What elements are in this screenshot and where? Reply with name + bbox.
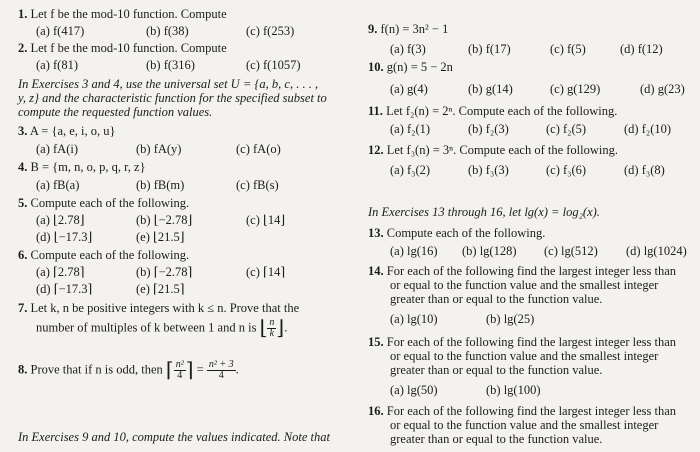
n-over-k-fraction: $\frac{n}{k}$ — [269, 317, 275, 339]
exercise-14-line-1: 14. For each of the following find the largest integer less than — [368, 264, 677, 278]
exercise-16-line-1: 16. For each of the following find the largest integer less than — [368, 404, 677, 418]
exercise-6-options-row-2: (d) ⌈−17.3⌉ (e) ⌈21.5⌉ — [36, 282, 185, 296]
exercise-16-line-2: or equal to the function value and the smallest integer — [390, 418, 659, 432]
exercise-1-options: (a) f(417) (b) f(38) (c) f(253) — [36, 24, 295, 38]
exercise-4: 4. B = {m, n, o, p, q, r, z} — [18, 160, 146, 174]
floor-right-bracket: ⌋ — [276, 317, 285, 340]
exercise-7-line-1: 7. Let k, n be positive integers with k ≤ n. Prove that the — [18, 301, 300, 315]
instruction-9-10: In Exercises 9 and 10, compute the values indicated. Note that — [18, 430, 330, 444]
exercise-10: 10. g(n) = 5 − 2n — [368, 60, 453, 74]
exercise-14-line-2: or equal to the function value and the smallest integer — [390, 278, 659, 292]
exercise-16-line-3: greater than or equal to the function value. — [390, 432, 603, 446]
exercise-4-options: (a) fB(a) (b) fB(m) (c) fB(s) — [36, 178, 279, 192]
exercise-15-line-2: or equal to the function value and the smallest integer — [390, 349, 659, 363]
exercise-11-options: (a) f₂(1) (b) f₂(3) (c) f₂(5) (d) f₂(10) — [390, 122, 672, 136]
exercise-11: 11. Let f₂(n) = 2ⁿ. Compute each of the following. — [368, 104, 618, 118]
exercise-6: 6. Compute each of the following. — [18, 248, 190, 262]
exercise-6-options-row-1: (a) ⌈2.78⌉ (b) ⌈−2.78⌉ (c) ⌈14⌉ — [36, 265, 286, 279]
exercise-2: 2. Let f be the mod-10 function. Compute — [18, 41, 227, 55]
instruction-3-4-line-1: In Exercises 3 and 4, use the universal set U = {a, b, c, . . . , — [18, 77, 319, 91]
instruction-3-4-line-3: compute the requested function values. — [18, 105, 213, 119]
exercise-9: 9. f(n) = 3n² − 1 — [368, 22, 449, 36]
exercise-14-options: (a) lg(10) (b) lg(25) — [390, 312, 535, 326]
exercise-15-line-1: 15. For each of the following find the largest integer less than — [368, 335, 677, 349]
exercise-12-options: (a) f₃(2) (b) f₃(3) (c) f₃(6) (d) f₃(8) — [390, 163, 665, 177]
exercise-10-options: (a) g(4) (b) g(14) (c) g(129) (d) g(23) — [390, 82, 685, 96]
exercise-15-options: (a) lg(50) (b) lg(100) — [390, 383, 541, 397]
exercise-15-line-3: greater than or equal to the function value. — [390, 363, 603, 377]
exercise-3-options: (a) fA(i) (b) fA(y) (c) fA(o) — [36, 142, 281, 156]
exercise-5: 5. Compute each of the following. — [18, 196, 190, 210]
exercise-5-options-row-2: (d) ⌊−17.3⌋ (e) ⌊21.5⌋ — [36, 230, 185, 244]
exercise-12: 12. Let f₃(n) = 3ⁿ. Compute each of the following. — [368, 143, 619, 157]
exercise-1: 1. Let f be the mod-10 function. Compute — [18, 7, 227, 21]
exercise-8: 8. Prove that if n is odd, then ⌈ $\frac{\text{n²}}{4}$ ⌉ = $\frac{\text{n² + 3}}{4}$ . — [18, 359, 239, 382]
ceil-left-bracket: ⌈ — [165, 359, 174, 382]
exercise-5-options-row-1: (a) ⌊2.78⌋ (b) ⌊−2.78⌋ (c) ⌊14⌋ — [36, 213, 286, 227]
ceil-right-bracket: ⌉ — [185, 359, 194, 382]
exercise-7-line-2: number of multiples of k between 1 and n is ⌊ $\frac{n}{k}$ ⌋. — [36, 317, 288, 340]
instruction-3-4-line-2: y, z} and the characteristic function for the specified subset to — [18, 91, 327, 105]
n-squared-over-4-fraction: $\frac{\text{n²}}{4}$ — [175, 359, 184, 381]
exercise-2-options: (a) f(81) (b) f(316) (c) f(1057) — [36, 58, 301, 72]
exercise-9-options: (a) f(3) (b) f(17) (c) f(5) (d) f(12) — [390, 42, 663, 56]
floor-left-bracket: ⌊ — [259, 317, 268, 340]
exercise-13: 13. Compute each of the following. — [368, 226, 546, 240]
n-squared-plus-3-over-4-fraction: $\frac{\text{n² + 3}}{4}$ — [208, 359, 234, 381]
instruction-13-16: In Exercises 13 through 16, let lg(x) = log₂(x). — [368, 205, 600, 219]
exercise-3: 3. A = {a, e, i, o, u} — [18, 124, 116, 138]
exercise-14-line-3: greater than or equal to the function value. — [390, 292, 603, 306]
exercise-13-options: (a) lg(16) (b) lg(128) (c) lg(512) (d) lg(1024) — [390, 244, 687, 258]
